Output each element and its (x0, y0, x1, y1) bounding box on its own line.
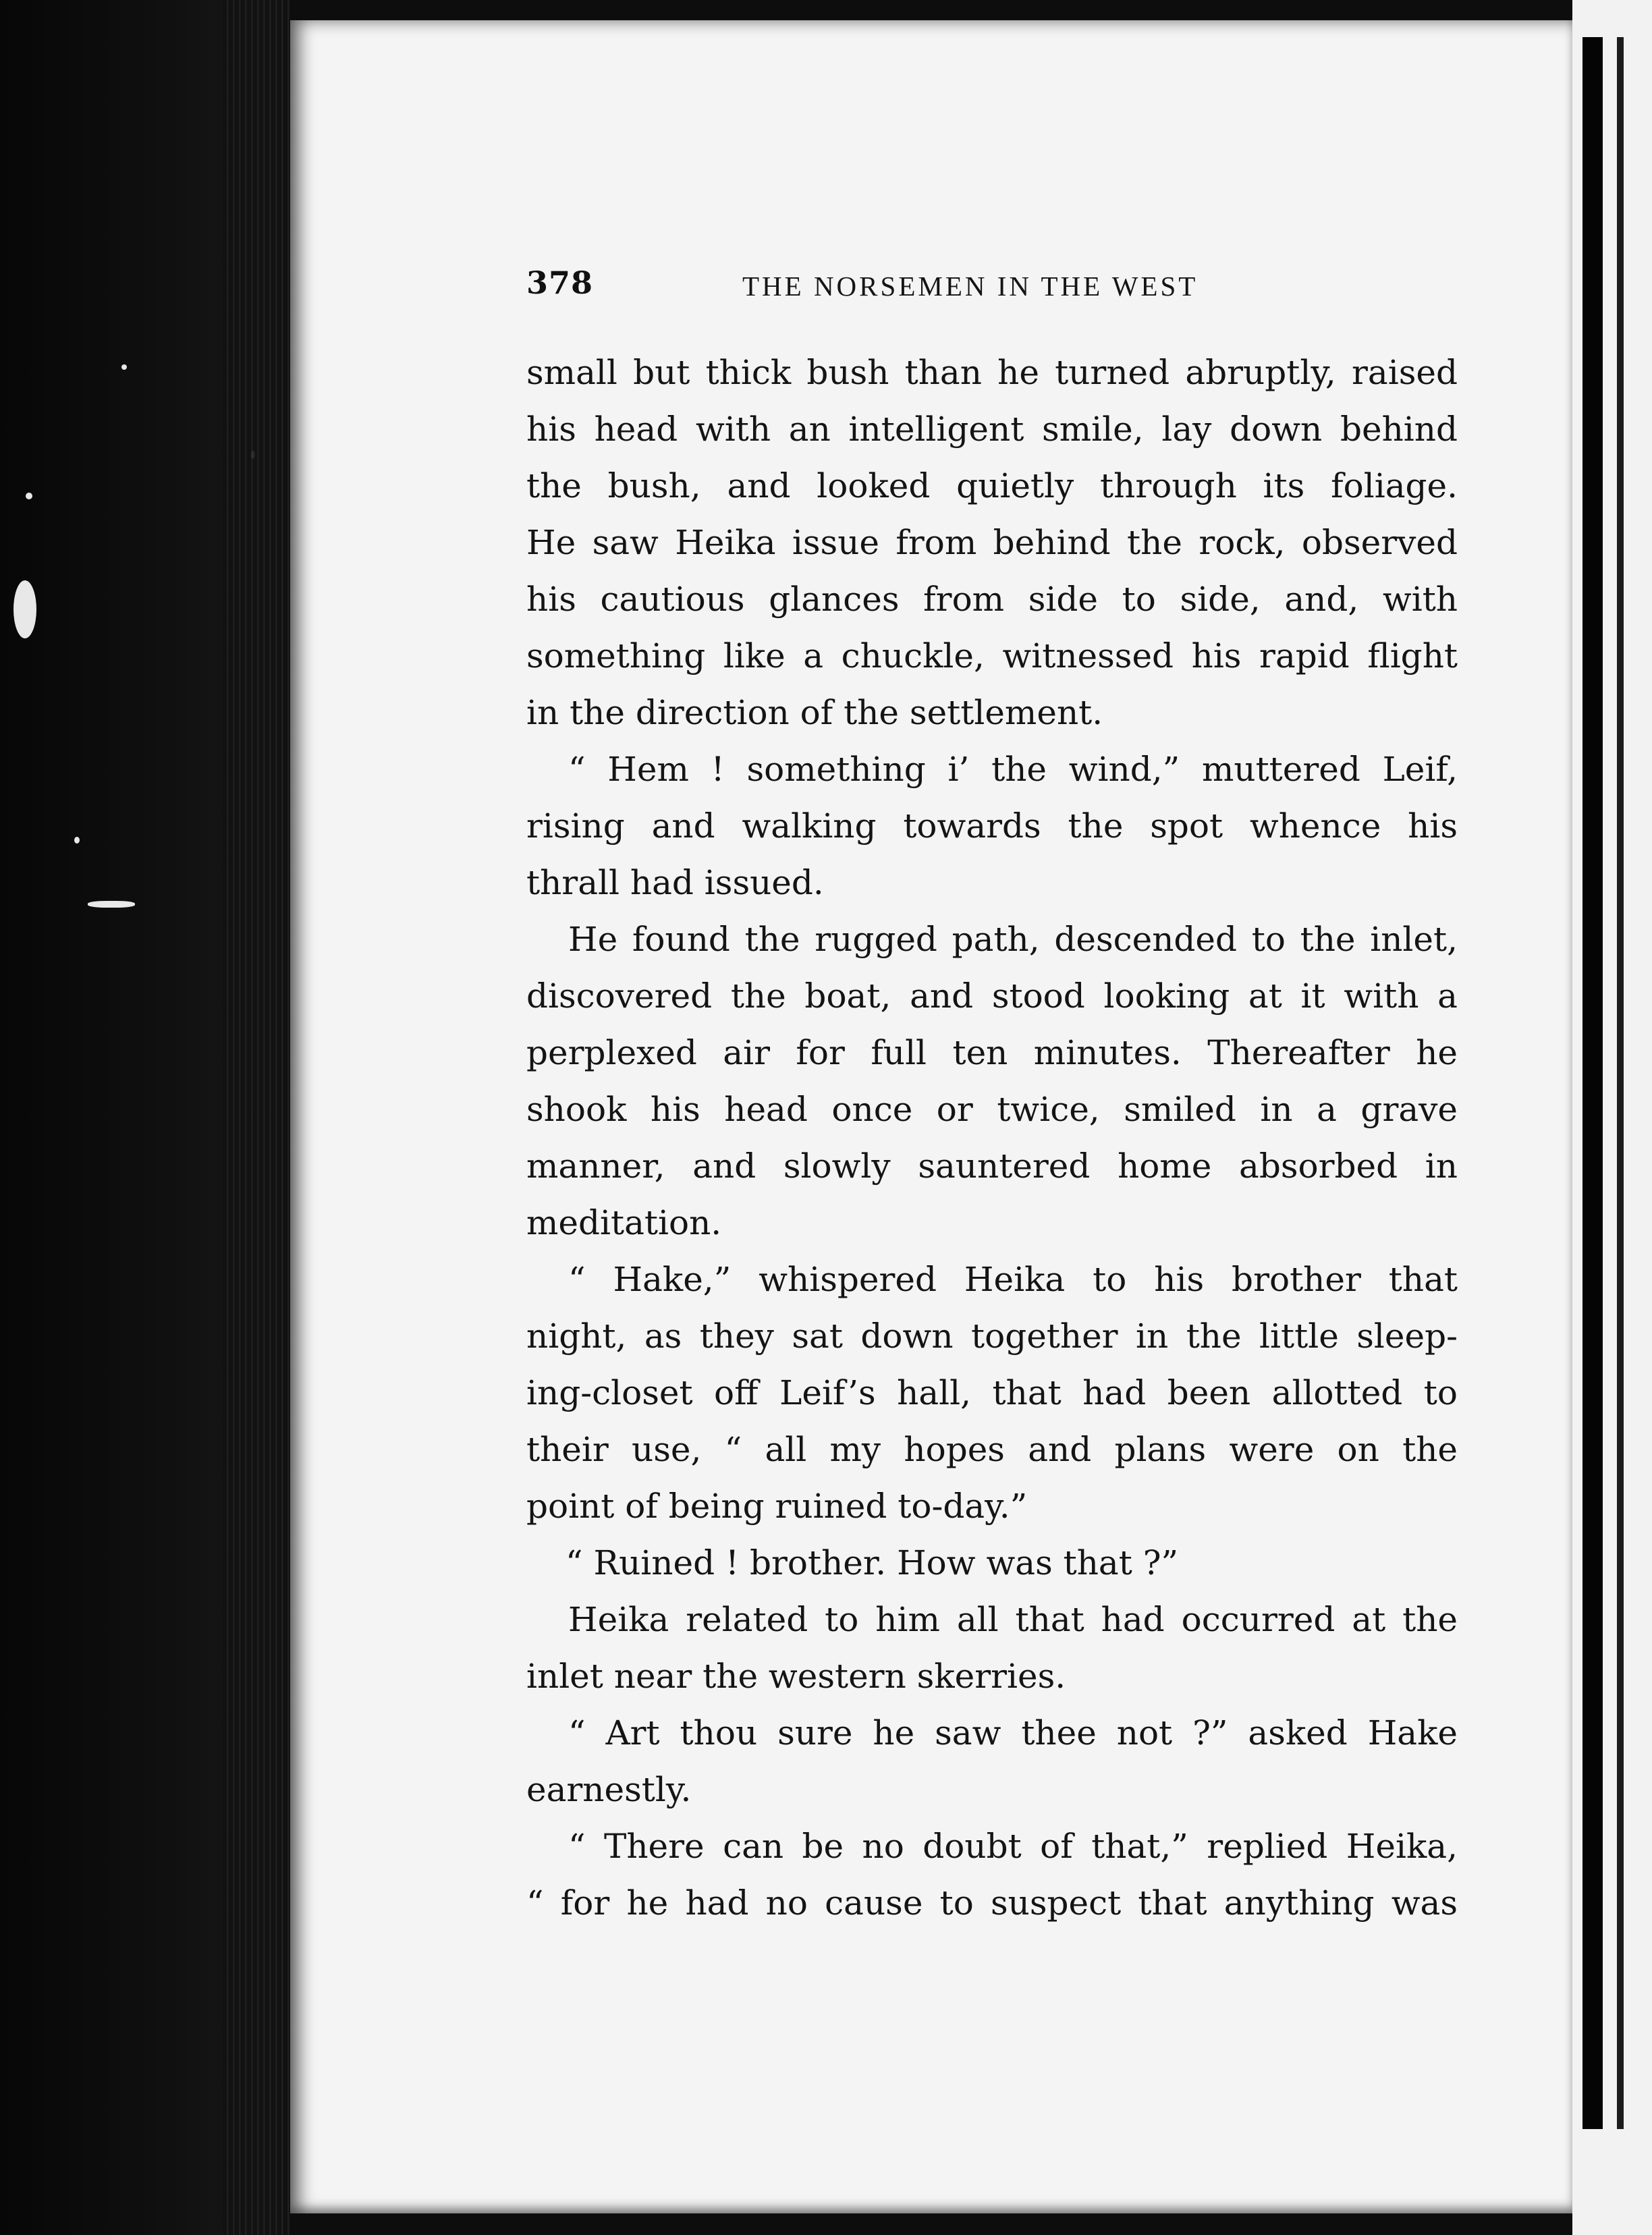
text-line: ing-closet off Leif’s hall, that had been allotted to (526, 1373, 1458, 1412)
scan-speck (88, 901, 135, 908)
text-line: “ Hem ! something i’ the wind,” muttered Leif, (568, 750, 1458, 789)
body-text (526, 344, 1458, 1931)
next-page-edge-shadow (1617, 37, 1624, 2129)
text-line: in the direction of the settlement. (526, 693, 1103, 732)
text-line: perplexed air for full ten minutes. Thereafter he (526, 1033, 1458, 1072)
text-line: “ There can be no doubt of that,” replied Heika, (568, 1827, 1458, 1866)
text-line: something like a chuckle, witnessed his rapid flight (526, 636, 1458, 675)
page-gutter (223, 0, 290, 2235)
text-line: his head with an intelligent smile, lay down behind (526, 410, 1458, 449)
running-head (526, 265, 1471, 312)
text-line: “ Hake,” whispered Heika to his brother that (568, 1260, 1458, 1299)
text-line: shook his head once or twice, smiled in a grave (526, 1090, 1458, 1129)
text-line: He saw Heika issue from behind the rock, observed (526, 523, 1458, 562)
text-line: earnestly. (526, 1770, 692, 1809)
text-line: “ for he had no cause to suspect that anything was (526, 1883, 1458, 1923)
scan-speck (121, 364, 127, 370)
text-line: “ Art thou sure he saw thee not ?” asked Hake (568, 1713, 1458, 1753)
text-line: Heika related to him all that had occurred at the (568, 1600, 1458, 1639)
text-line: their use, “ all my hopes and plans were on the (526, 1430, 1458, 1469)
text-line: meditation. (526, 1203, 722, 1242)
text-line: thrall had issued. (526, 863, 824, 902)
scan-speck (26, 493, 32, 499)
running-title: THE NORSEMEN IN THE WEST (742, 271, 1199, 302)
text-line: rising and walking towards the spot whence his (526, 806, 1458, 846)
text-line: small but thick bush than he turned abruptly, raised (526, 353, 1458, 392)
text-line: night, as they sat down together in the little sleep- (526, 1317, 1458, 1356)
scan-speck (13, 580, 36, 638)
text-line: manner, and slowly sauntered home absorbed in (526, 1147, 1458, 1186)
text-line: the bush, and looked quietly through its foliage. (526, 466, 1458, 505)
page-number: 378 (526, 265, 594, 301)
text-line: his cautious glances from side to side, and, with (526, 580, 1458, 619)
text-line: He found the rugged path, descended to the inlet, (568, 920, 1458, 959)
text-line: point of being ruined to-day.” (526, 1487, 1028, 1526)
text-line: “ Ruined ! brother. How was that ?” (566, 1543, 1179, 1582)
next-page-edge (1582, 37, 1603, 2129)
scan-speck (74, 837, 80, 844)
text-line: discovered the boat, and stood looking at it with a (526, 976, 1458, 1016)
text-line: inlet near the western skerries. (526, 1657, 1066, 1696)
